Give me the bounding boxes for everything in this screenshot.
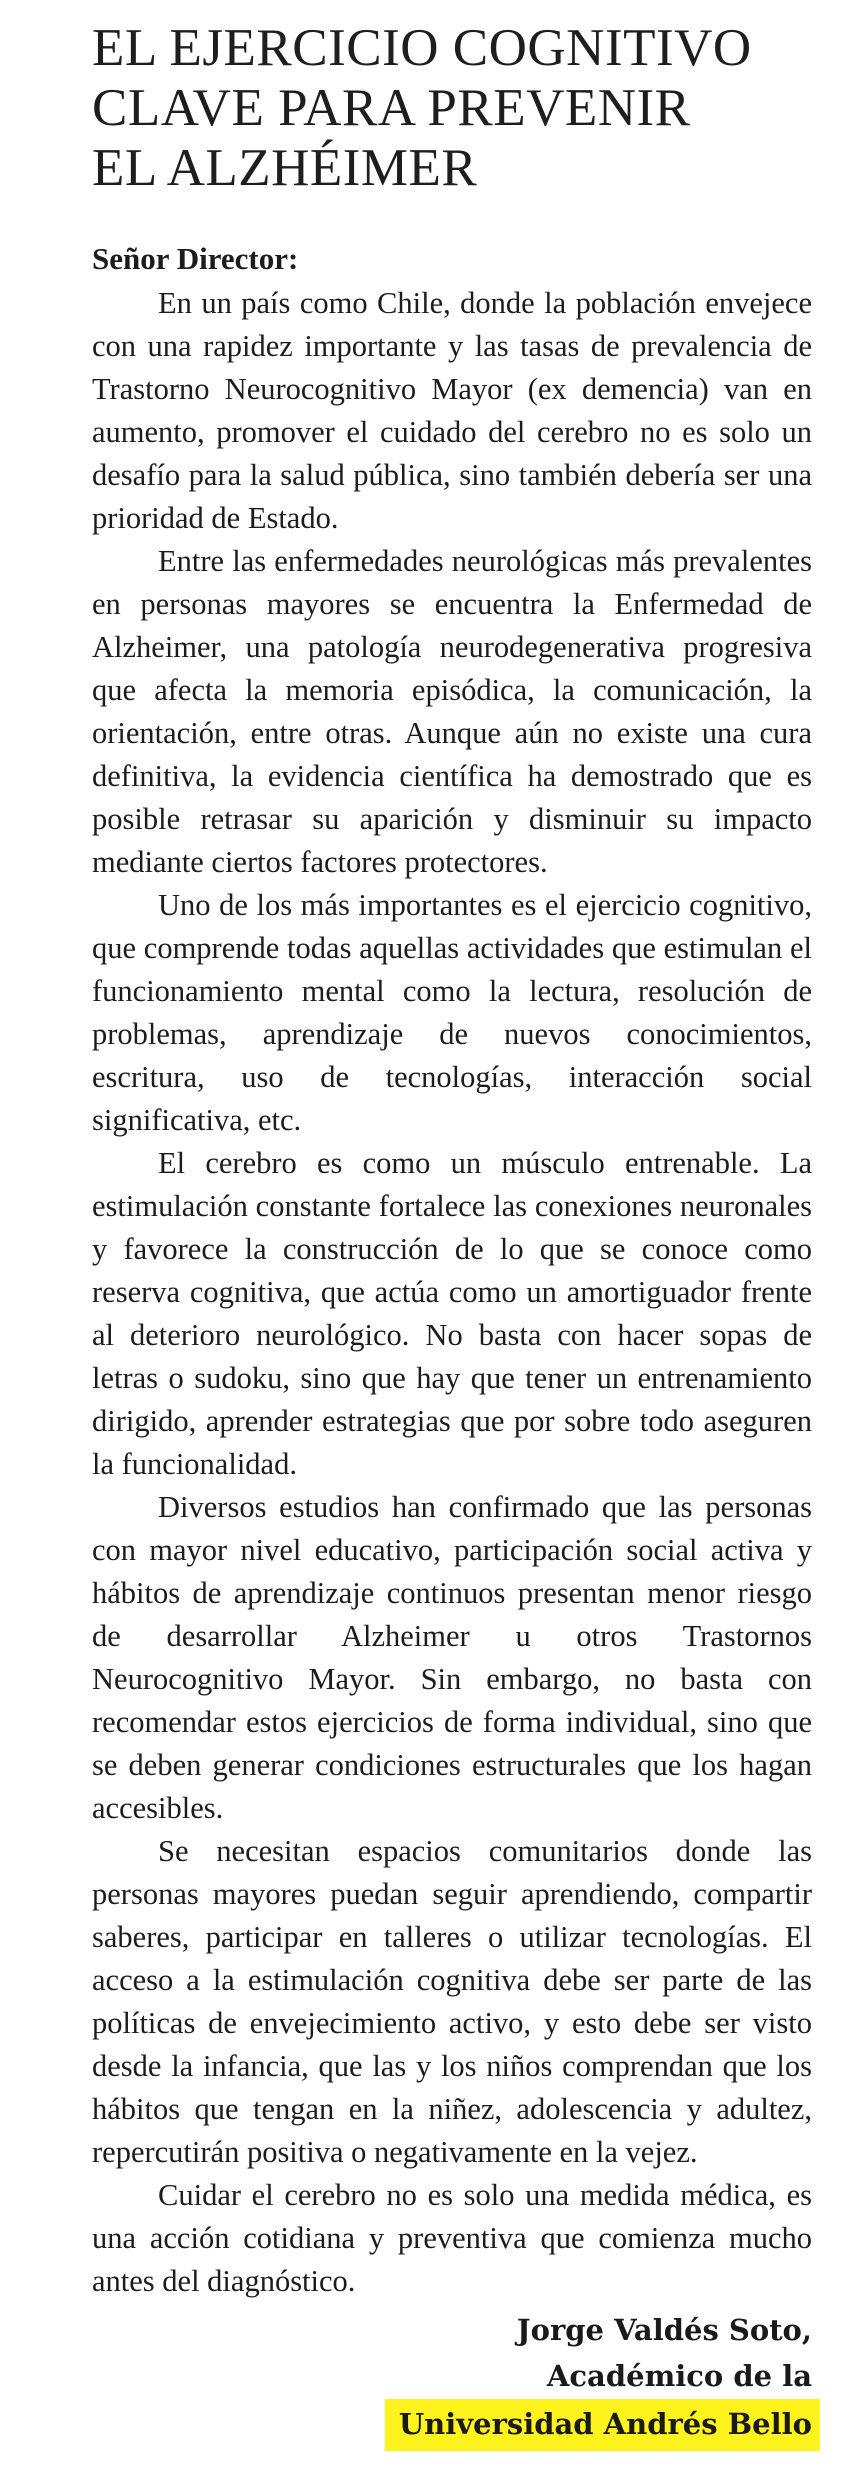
paragraph-3: Uno de los más importantes es el ejercicio cognitivo, que comprende todas aquellas actividades que estimulan el funcionamiento mental como la lectura, resolución de problemas, aprendizaje de nuevos conocimientos, escritura, uso de tecnologías, interacción social significativa, etc. [92,888,812,1137]
signature-name: Jorge Valdés Soto, [516,2313,812,2347]
paragraph-1: En un país como Chile, donde la población envejece con una rapidez importante y las tasas de prevalencia de Trastorno Neurocognitivo Mayor (ex demencia) van en aumento, promover el cuidado del cerebro no es solo un desafío para la salud pública, sino también debería ser una prioridad de Estado. [92,286,812,535]
paragraph-5: Diversos estudios han confirmado que las personas con mayor nivel educativo, participación social activa y hábitos de aprendizaje continuos presentan menor riesgo de desarrollar Alzheimer u otros Trastornos Neurocognitivo Mayor. Sin embargo, no basta con recomendar estos ejercicios de forma individual, sino que se deben generar condiciones estructurales que los hagan accesibles. [92,1490,812,1825]
paragraph-4: El cerebro es como un músculo entrenable. La estimulación constante fortalece las conexiones neuronales y favorece la construcción de lo que se conoce como reserva cognitiva, que actúa como un amortiguador frente al deterioro neurológico. No basta con hacer sopas de letras o sudoku, sino que hay que tener un entrenamiento dirigido, aprender estrategias que por sobre todo aseguren la funcionalidad. [92,1146,812,1481]
signature-title: Académico de la [546,2359,812,2393]
signature-block [92,2307,812,2451]
headline-line-3: EL ALZHÉIMER [92,139,478,197]
headline-line-2: CLAVE PARA PREVENIR [92,79,691,137]
signature-institution-highlighted: Universidad Andrés Bello [385,2399,820,2451]
headline-line-1: EL EJERCICIO COGNITIVO [92,19,752,77]
paragraph-7: Cuidar el cerebro no es solo una medida médica, es una acción cotidiana y preventiva que comienza mucho antes del diagnóstico. [92,2178,812,2298]
paragraph-2: Entre las enfermedades neurológicas más prevalentes en personas mayores se encuentra la Enfermedad de Alzheimer, una patología neurodegenerativa progresiva que afecta la memoria episódica, la comunicación, la orientación, entre otras. Aunque aún no existe una cura definitiva, la evidencia científica ha demostrado que es posible retrasar su aparición y disminuir su impacto mediante ciertos factores protectores. [92,544,812,879]
salutation: Señor Director: [92,241,299,276]
headline [92,18,812,198]
letter-body [92,236,812,2303]
paragraph-6: Se necesitan espacios comunitarios donde las personas mayores puedan seguir aprendiendo, compartir saberes, participar en talleres o utilizar tecnologías. El acceso a la estimulación cognitiva debe ser parte de las políticas de envejecimiento activo, y esto debe ser visto desde la infancia, que las y los niños comprendan que los hábitos que tengan en la niñez, adolescencia y adultez, repercutirán positiva o negativamente en la vejez. [92,1834,812,2169]
